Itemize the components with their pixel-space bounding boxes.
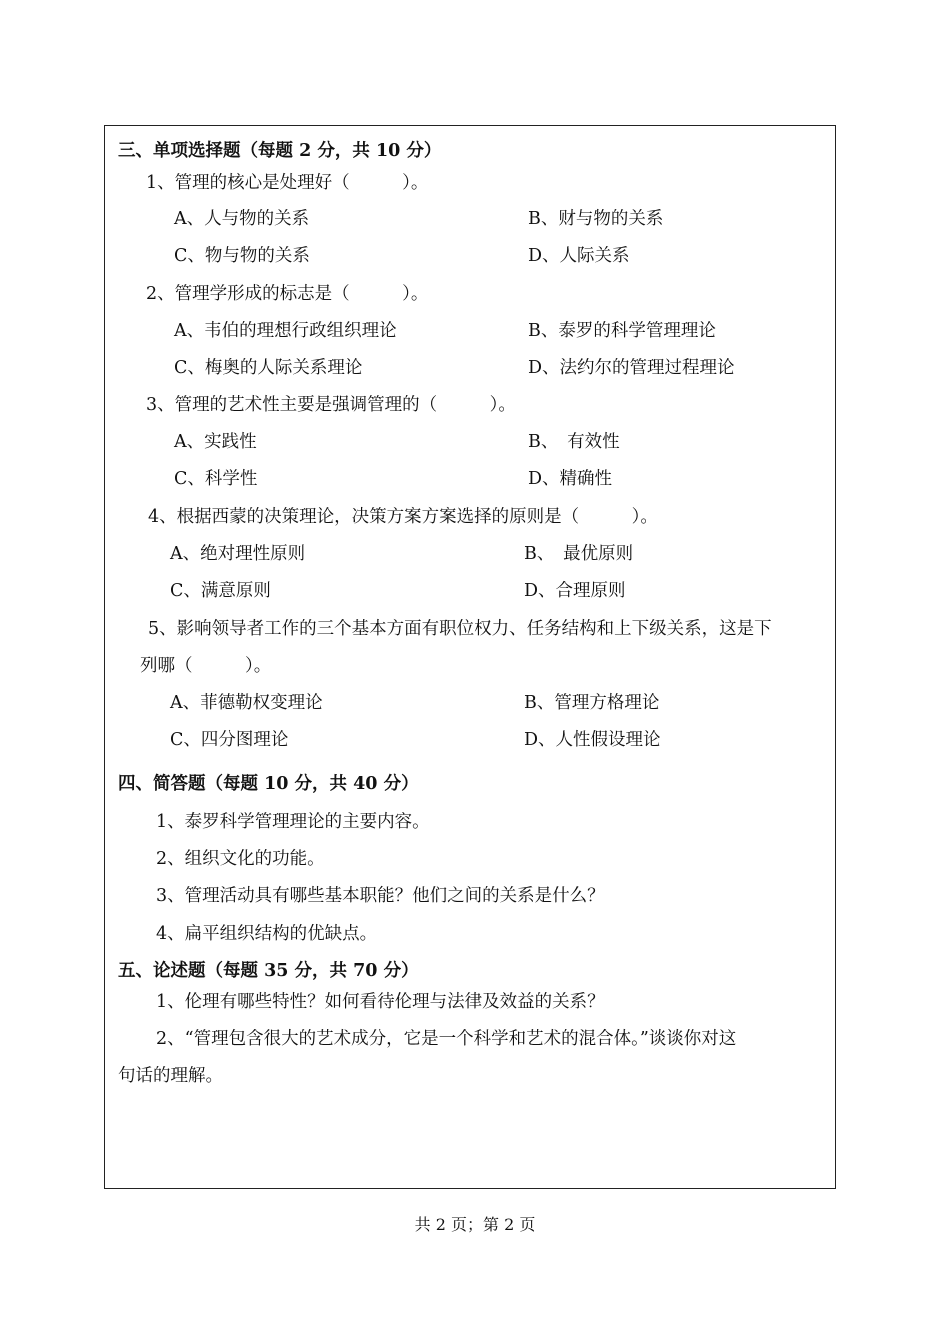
q3-option-d: D、精确性 bbox=[528, 469, 613, 489]
q2-option-b: B、泰罗的科学管理理论 bbox=[528, 321, 716, 341]
q1-option-c: C、物与物的关系 bbox=[174, 246, 310, 266]
page-footer: 共 2 页；第 2 页 bbox=[414, 1215, 536, 1234]
q5-option-c: C、四分图理论 bbox=[170, 730, 289, 750]
q3-option-a: A、实践性 bbox=[174, 432, 257, 452]
q2-option-c: C、梅奥的人际关系理论 bbox=[174, 358, 363, 378]
q1-option-a: A、人与物的关系 bbox=[174, 209, 310, 229]
q1-stem: 1、管理的核心是处理好（ ）。 bbox=[146, 173, 429, 193]
section4-heading: 四、简答题（每题 10 分，共 40 分） bbox=[118, 774, 419, 794]
q4-option-c: C、满意原则 bbox=[170, 581, 271, 601]
s5-q2-line2: 句话的理解。 bbox=[118, 1066, 223, 1086]
q4-stem: 4、根据西蒙的决策理论，决策方案方案选择的原则是（ ）。 bbox=[148, 507, 658, 527]
q4-option-a: A、绝对理性原则 bbox=[170, 544, 306, 564]
q4-option-b: B、 最优原则 bbox=[524, 544, 634, 564]
s5-q2-line1: 2、“管理包含很大的艺术成分，它是一个科学和艺术的混合体。”谈谈你对这 bbox=[156, 1029, 737, 1049]
q4-option-d: D、合理原则 bbox=[524, 581, 626, 601]
section5-heading: 五、论述题（每题 35 分，共 70 分） bbox=[118, 961, 419, 981]
q5-option-b: B、管理方格理论 bbox=[524, 693, 660, 713]
q1-option-b: B、财与物的关系 bbox=[528, 209, 664, 229]
s4-q1: 1、泰罗科学管理理论的主要内容。 bbox=[156, 812, 430, 832]
q2-option-a: A、韦伯的理想行政组织理论 bbox=[174, 321, 397, 341]
q1-option-d: D、人际关系 bbox=[528, 246, 630, 266]
q2-stem: 2、管理学形成的标志是（ ）。 bbox=[146, 284, 429, 304]
section3-heading: 三、单项选择题（每题 2 分，共 10 分） bbox=[118, 141, 442, 161]
q2-option-d: D、法约尔的管理过程理论 bbox=[528, 358, 735, 378]
q3-option-c: C、科学性 bbox=[174, 469, 258, 489]
s4-q4: 4、扁平组织结构的优缺点。 bbox=[156, 924, 378, 944]
s5-q1: 1、伦理有哪些特性？如何看待伦理与法律及效益的关系？ bbox=[156, 992, 605, 1012]
q5-option-d: D、人性假设理论 bbox=[524, 730, 661, 750]
q3-option-b: B、 有效性 bbox=[528, 432, 620, 452]
q5-option-a: A、菲德勒权变理论 bbox=[170, 693, 323, 713]
s4-q2: 2、组织文化的功能。 bbox=[156, 849, 325, 869]
q5-stem-line2: 列哪（ ）。 bbox=[140, 656, 272, 676]
q5-stem-line1: 5、影响领导者工作的三个基本方面有职位权力、任务结构和上下级关系，这是下 bbox=[148, 619, 772, 639]
q3-stem: 3、管理的艺术性主要是强调管理的（ ）。 bbox=[146, 395, 516, 415]
s4-q3: 3、管理活动具有哪些基本职能？他们之间的关系是什么？ bbox=[156, 886, 605, 906]
